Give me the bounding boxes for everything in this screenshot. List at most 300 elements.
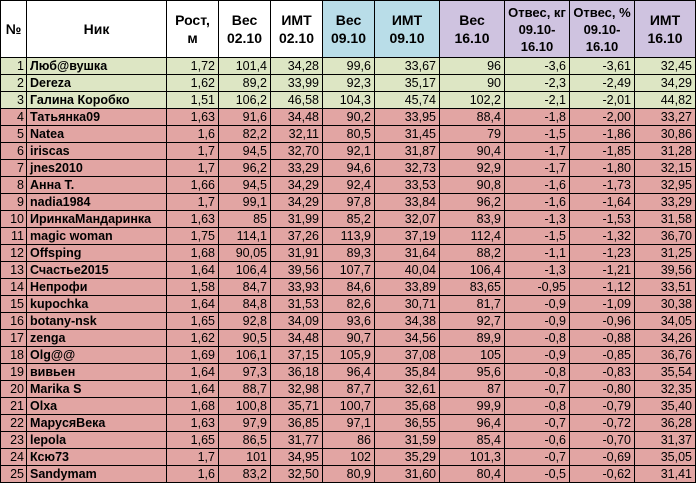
value-cell: 83,9 xyxy=(440,211,505,228)
table-row xyxy=(1,177,696,194)
nick-cell: Непрофи xyxy=(27,279,167,296)
nick-cell: botany-nsk xyxy=(27,313,167,330)
rank-cell: 18 xyxy=(1,347,27,364)
value-cell: 31,60 xyxy=(375,466,440,483)
value-cell: 1,7 xyxy=(167,449,219,466)
value-cell: 36,28 xyxy=(635,415,696,432)
value-cell: 80,9 xyxy=(323,466,375,483)
value-cell: 90,05 xyxy=(219,245,271,262)
value-cell: 106,4 xyxy=(219,262,271,279)
value-cell: 40,04 xyxy=(375,262,440,279)
table-row xyxy=(1,381,696,398)
value-cell: 1,72 xyxy=(167,58,219,75)
value-cell: 92,7 xyxy=(440,313,505,330)
value-cell: 99,6 xyxy=(323,58,375,75)
value-cell: 31,58 xyxy=(635,211,696,228)
value-cell: 34,09 xyxy=(271,313,323,330)
value-cell: 105 xyxy=(440,347,505,364)
value-cell: -1,85 xyxy=(570,143,635,160)
nick-cell: Offsping xyxy=(27,245,167,262)
value-cell: 92,3 xyxy=(323,75,375,92)
value-cell: -1,86 xyxy=(570,126,635,143)
value-cell: 31,99 xyxy=(271,211,323,228)
rank-cell: 12 xyxy=(1,245,27,262)
value-cell: 36,85 xyxy=(271,415,323,432)
value-cell: 113,9 xyxy=(323,228,375,245)
nick-cell: Sandymam xyxy=(27,466,167,483)
header-row xyxy=(1,1,696,58)
value-cell: -0,7 xyxy=(505,449,570,466)
value-cell: 33,67 xyxy=(375,58,440,75)
value-cell: -0,69 xyxy=(570,449,635,466)
value-cell: 114,1 xyxy=(219,228,271,245)
value-cell: 36,55 xyxy=(375,415,440,432)
value-cell: 33,93 xyxy=(271,279,323,296)
value-cell: 84,6 xyxy=(323,279,375,296)
value-cell: 35,40 xyxy=(635,398,696,415)
value-cell: 1,68 xyxy=(167,245,219,262)
table-row xyxy=(1,92,696,109)
value-cell: -1,1 xyxy=(505,245,570,262)
value-cell: -2,1 xyxy=(505,92,570,109)
value-cell: 89,2 xyxy=(219,75,271,92)
value-cell: 82,2 xyxy=(219,126,271,143)
table-row xyxy=(1,160,696,177)
value-cell: 1,6 xyxy=(167,126,219,143)
table-body xyxy=(1,58,696,483)
value-cell: -0,96 xyxy=(570,313,635,330)
value-cell: 104,3 xyxy=(323,92,375,109)
value-cell: -1,80 xyxy=(570,160,635,177)
nick-cell: iriscas xyxy=(27,143,167,160)
value-cell: 107,7 xyxy=(323,262,375,279)
value-cell: 101,4 xyxy=(219,58,271,75)
value-cell: -1,6 xyxy=(505,194,570,211)
value-cell: 32,98 xyxy=(271,381,323,398)
value-cell: 96,2 xyxy=(219,160,271,177)
value-cell: 34,48 xyxy=(271,330,323,347)
value-cell: -0,6 xyxy=(505,432,570,449)
value-cell: 94,6 xyxy=(323,160,375,177)
column-header: Вес 09.10 xyxy=(323,1,375,58)
value-cell: 94,5 xyxy=(219,143,271,160)
rank-cell: 16 xyxy=(1,313,27,330)
value-cell: 92,4 xyxy=(323,177,375,194)
value-cell: 33,99 xyxy=(271,75,323,92)
value-cell: -2,00 xyxy=(570,109,635,126)
value-cell: 32,45 xyxy=(635,58,696,75)
value-cell: 35,54 xyxy=(635,364,696,381)
nick-cell: Ксю73 xyxy=(27,449,167,466)
table-row xyxy=(1,466,696,483)
value-cell: 32,11 xyxy=(271,126,323,143)
value-cell: -2,49 xyxy=(570,75,635,92)
table-row xyxy=(1,143,696,160)
value-cell: 97,3 xyxy=(219,364,271,381)
value-cell: 97,8 xyxy=(323,194,375,211)
value-cell: 39,56 xyxy=(271,262,323,279)
value-cell: 92,1 xyxy=(323,143,375,160)
value-cell: 1,66 xyxy=(167,177,219,194)
value-cell: 83,65 xyxy=(440,279,505,296)
value-cell: 91,6 xyxy=(219,109,271,126)
value-cell: 1,63 xyxy=(167,211,219,228)
table-row xyxy=(1,296,696,313)
value-cell: 34,29 xyxy=(635,75,696,92)
value-cell: 32,07 xyxy=(375,211,440,228)
nick-cell: zenga xyxy=(27,330,167,347)
value-cell: 79 xyxy=(440,126,505,143)
table-row xyxy=(1,58,696,75)
rank-cell: 9 xyxy=(1,194,27,211)
value-cell: 30,38 xyxy=(635,296,696,313)
value-cell: 39,56 xyxy=(635,262,696,279)
table-row xyxy=(1,449,696,466)
value-cell: -0,83 xyxy=(570,364,635,381)
value-cell: 35,05 xyxy=(635,449,696,466)
value-cell: 31,87 xyxy=(375,143,440,160)
nick-cell: Olxa xyxy=(27,398,167,415)
value-cell: 33,84 xyxy=(375,194,440,211)
value-cell: 90,5 xyxy=(219,330,271,347)
column-header: Отвес, кг 09.10-16.10 xyxy=(505,1,570,58)
nick-cell: Люб@вушка xyxy=(27,58,167,75)
value-cell: 96,4 xyxy=(440,415,505,432)
value-cell: 44,82 xyxy=(635,92,696,109)
nick-cell: Olg@@ xyxy=(27,347,167,364)
value-cell: -2,01 xyxy=(570,92,635,109)
value-cell: 87,7 xyxy=(323,381,375,398)
value-cell: 37,15 xyxy=(271,347,323,364)
rank-cell: 1 xyxy=(1,58,27,75)
value-cell: -1,53 xyxy=(570,211,635,228)
value-cell: 94,5 xyxy=(219,177,271,194)
value-cell: 1,63 xyxy=(167,415,219,432)
value-cell: -0,80 xyxy=(570,381,635,398)
nick-cell: Счастье2015 xyxy=(27,262,167,279)
value-cell: 97,9 xyxy=(219,415,271,432)
nick-cell: jnes2010 xyxy=(27,160,167,177)
value-cell: 1,7 xyxy=(167,194,219,211)
rank-cell: 17 xyxy=(1,330,27,347)
rank-cell: 7 xyxy=(1,160,27,177)
value-cell: 96,4 xyxy=(323,364,375,381)
value-cell: 1,69 xyxy=(167,347,219,364)
value-cell: 90,4 xyxy=(440,143,505,160)
value-cell: 86 xyxy=(323,432,375,449)
rank-cell: 25 xyxy=(1,466,27,483)
rank-cell: 6 xyxy=(1,143,27,160)
value-cell: 85,2 xyxy=(323,211,375,228)
rank-cell: 15 xyxy=(1,296,27,313)
value-cell: -0,79 xyxy=(570,398,635,415)
value-cell: 90,7 xyxy=(323,330,375,347)
table-row xyxy=(1,245,696,262)
nick-cell: Dereza xyxy=(27,75,167,92)
value-cell: 1,63 xyxy=(167,109,219,126)
value-cell: 90 xyxy=(440,75,505,92)
value-cell: 88,7 xyxy=(219,381,271,398)
value-cell: 1,64 xyxy=(167,262,219,279)
value-cell: -0,62 xyxy=(570,466,635,483)
value-cell: 32,95 xyxy=(635,177,696,194)
rank-cell: 11 xyxy=(1,228,27,245)
column-header: Вес 16.10 xyxy=(440,1,505,58)
value-cell: -1,7 xyxy=(505,143,570,160)
value-cell: -1,32 xyxy=(570,228,635,245)
value-cell: 33,53 xyxy=(375,177,440,194)
value-cell: 31,45 xyxy=(375,126,440,143)
table-row xyxy=(1,313,696,330)
table-row xyxy=(1,75,696,92)
value-cell: 33,29 xyxy=(271,160,323,177)
value-cell: -1,73 xyxy=(570,177,635,194)
value-cell: 31,64 xyxy=(375,245,440,262)
value-cell: 90,2 xyxy=(323,109,375,126)
value-cell: 96,2 xyxy=(440,194,505,211)
value-cell: -0,8 xyxy=(505,364,570,381)
value-cell: 84,8 xyxy=(219,296,271,313)
value-cell: -0,5 xyxy=(505,466,570,483)
table-row xyxy=(1,109,696,126)
value-cell: 1,7 xyxy=(167,160,219,177)
value-cell: 31,59 xyxy=(375,432,440,449)
table-row xyxy=(1,364,696,381)
value-cell: 31,77 xyxy=(271,432,323,449)
value-cell: 92,9 xyxy=(440,160,505,177)
value-cell: 33,29 xyxy=(635,194,696,211)
value-cell: -0,9 xyxy=(505,313,570,330)
value-cell: 102,2 xyxy=(440,92,505,109)
value-cell: -3,61 xyxy=(570,58,635,75)
value-cell: 34,95 xyxy=(271,449,323,466)
value-cell: -2,3 xyxy=(505,75,570,92)
rank-cell: 21 xyxy=(1,398,27,415)
value-cell: 1,64 xyxy=(167,364,219,381)
nick-cell: lepola xyxy=(27,432,167,449)
value-cell: 31,91 xyxy=(271,245,323,262)
table-row xyxy=(1,211,696,228)
value-cell: -1,7 xyxy=(505,160,570,177)
value-cell: 46,58 xyxy=(271,92,323,109)
table-row xyxy=(1,415,696,432)
table-row xyxy=(1,398,696,415)
value-cell: 105,9 xyxy=(323,347,375,364)
rank-cell: 22 xyxy=(1,415,27,432)
value-cell: -1,5 xyxy=(505,126,570,143)
value-cell: 1,64 xyxy=(167,381,219,398)
value-cell: 37,08 xyxy=(375,347,440,364)
value-cell: 84,7 xyxy=(219,279,271,296)
value-cell: -0,72 xyxy=(570,415,635,432)
value-cell: 35,17 xyxy=(375,75,440,92)
value-cell: 89,3 xyxy=(323,245,375,262)
value-cell: 34,29 xyxy=(271,194,323,211)
value-cell: 1,62 xyxy=(167,330,219,347)
value-cell: 88,2 xyxy=(440,245,505,262)
value-cell: 1,65 xyxy=(167,432,219,449)
value-cell: 1,68 xyxy=(167,398,219,415)
column-header: ИМТ 09.10 xyxy=(375,1,440,58)
value-cell: 1,6 xyxy=(167,466,219,483)
value-cell: 1,58 xyxy=(167,279,219,296)
value-cell: 35,84 xyxy=(375,364,440,381)
rank-cell: 19 xyxy=(1,364,27,381)
value-cell: 1,65 xyxy=(167,313,219,330)
value-cell: 93,6 xyxy=(323,313,375,330)
value-cell: 31,25 xyxy=(635,245,696,262)
column-header: ИМТ 16.10 xyxy=(635,1,696,58)
value-cell: 83,2 xyxy=(219,466,271,483)
value-cell: 33,89 xyxy=(375,279,440,296)
value-cell: 85,4 xyxy=(440,432,505,449)
table-row xyxy=(1,262,696,279)
column-header: № xyxy=(1,1,27,58)
nick-cell: Natea xyxy=(27,126,167,143)
nick-cell: magic woman xyxy=(27,228,167,245)
value-cell: 99,9 xyxy=(440,398,505,415)
value-cell: 34,28 xyxy=(271,58,323,75)
value-cell: 81,7 xyxy=(440,296,505,313)
value-cell: -1,12 xyxy=(570,279,635,296)
column-header: Вес 02.10 xyxy=(219,1,271,58)
value-cell: 82,6 xyxy=(323,296,375,313)
value-cell: 101 xyxy=(219,449,271,466)
value-cell: 97,1 xyxy=(323,415,375,432)
value-cell: 35,71 xyxy=(271,398,323,415)
rank-cell: 3 xyxy=(1,92,27,109)
value-cell: -1,8 xyxy=(505,109,570,126)
value-cell: 31,28 xyxy=(635,143,696,160)
value-cell: 34,56 xyxy=(375,330,440,347)
value-cell: 86,5 xyxy=(219,432,271,449)
column-header: Рост, м xyxy=(167,1,219,58)
table-row xyxy=(1,228,696,245)
column-header: Ник xyxy=(27,1,167,58)
value-cell: 90,8 xyxy=(440,177,505,194)
value-cell: 100,8 xyxy=(219,398,271,415)
nick-cell: вивьен xyxy=(27,364,167,381)
value-cell: 36,18 xyxy=(271,364,323,381)
value-cell: 30,86 xyxy=(635,126,696,143)
value-cell: 32,70 xyxy=(271,143,323,160)
value-cell: 1,62 xyxy=(167,75,219,92)
value-cell: 32,73 xyxy=(375,160,440,177)
value-cell: 106,1 xyxy=(219,347,271,364)
value-cell: -1,09 xyxy=(570,296,635,313)
value-cell: -1,3 xyxy=(505,211,570,228)
value-cell: 80,5 xyxy=(323,126,375,143)
value-cell: 1,51 xyxy=(167,92,219,109)
value-cell: -0,85 xyxy=(570,347,635,364)
value-cell: 102 xyxy=(323,449,375,466)
rank-cell: 4 xyxy=(1,109,27,126)
table-row xyxy=(1,347,696,364)
value-cell: 96 xyxy=(440,58,505,75)
value-cell: -1,21 xyxy=(570,262,635,279)
value-cell: 100,7 xyxy=(323,398,375,415)
rank-cell: 5 xyxy=(1,126,27,143)
table-row xyxy=(1,432,696,449)
value-cell: 1,7 xyxy=(167,143,219,160)
value-cell: 30,71 xyxy=(375,296,440,313)
value-cell: 32,61 xyxy=(375,381,440,398)
value-cell: -0,95 xyxy=(505,279,570,296)
rank-cell: 14 xyxy=(1,279,27,296)
value-cell: 35,68 xyxy=(375,398,440,415)
value-cell: 37,19 xyxy=(375,228,440,245)
value-cell: 80,4 xyxy=(440,466,505,483)
value-cell: -0,9 xyxy=(505,347,570,364)
value-cell: 37,26 xyxy=(271,228,323,245)
rank-cell: 20 xyxy=(1,381,27,398)
rank-cell: 8 xyxy=(1,177,27,194)
value-cell: 34,29 xyxy=(271,177,323,194)
value-cell: -0,7 xyxy=(505,381,570,398)
value-cell: -1,64 xyxy=(570,194,635,211)
value-cell: 85 xyxy=(219,211,271,228)
value-cell: -3,6 xyxy=(505,58,570,75)
value-cell: -0,88 xyxy=(570,330,635,347)
column-header: ИМТ 02.10 xyxy=(271,1,323,58)
value-cell: 31,37 xyxy=(635,432,696,449)
value-cell: 36,70 xyxy=(635,228,696,245)
nick-cell: Галина Коробко xyxy=(27,92,167,109)
table-row xyxy=(1,194,696,211)
value-cell: 112,4 xyxy=(440,228,505,245)
nick-cell: kupochka xyxy=(27,296,167,313)
nick-cell: Анна Т. xyxy=(27,177,167,194)
rank-cell: 13 xyxy=(1,262,27,279)
value-cell: 106,2 xyxy=(219,92,271,109)
nick-cell: МаруcяВека xyxy=(27,415,167,432)
nick-cell: Marika S xyxy=(27,381,167,398)
value-cell: 34,48 xyxy=(271,109,323,126)
nick-cell: nadia1984 xyxy=(27,194,167,211)
value-cell: 101,3 xyxy=(440,449,505,466)
value-cell: -1,5 xyxy=(505,228,570,245)
rank-cell: 10 xyxy=(1,211,27,228)
value-cell: -0,8 xyxy=(505,330,570,347)
table-row xyxy=(1,126,696,143)
value-cell: 88,4 xyxy=(440,109,505,126)
nick-cell: Татьянка09 xyxy=(27,109,167,126)
value-cell: 34,26 xyxy=(635,330,696,347)
value-cell: 34,05 xyxy=(635,313,696,330)
value-cell: 31,41 xyxy=(635,466,696,483)
value-cell: -0,70 xyxy=(570,432,635,449)
value-cell: 35,29 xyxy=(375,449,440,466)
value-cell: 87 xyxy=(440,381,505,398)
value-cell: 33,95 xyxy=(375,109,440,126)
value-cell: -1,6 xyxy=(505,177,570,194)
value-cell: 89,9 xyxy=(440,330,505,347)
value-cell: 92,8 xyxy=(219,313,271,330)
value-cell: -1,3 xyxy=(505,262,570,279)
value-cell: 32,50 xyxy=(271,466,323,483)
value-cell: 34,38 xyxy=(375,313,440,330)
value-cell: -0,7 xyxy=(505,415,570,432)
value-cell: 36,76 xyxy=(635,347,696,364)
value-cell: 31,53 xyxy=(271,296,323,313)
value-cell: 106,4 xyxy=(440,262,505,279)
nick-cell: ИринкаМандаринка xyxy=(27,211,167,228)
value-cell: 1,64 xyxy=(167,296,219,313)
value-cell: 45,74 xyxy=(375,92,440,109)
value-cell: 1,75 xyxy=(167,228,219,245)
column-header: Отвес, % 09.10-16.10 xyxy=(570,1,635,58)
value-cell: 32,35 xyxy=(635,381,696,398)
